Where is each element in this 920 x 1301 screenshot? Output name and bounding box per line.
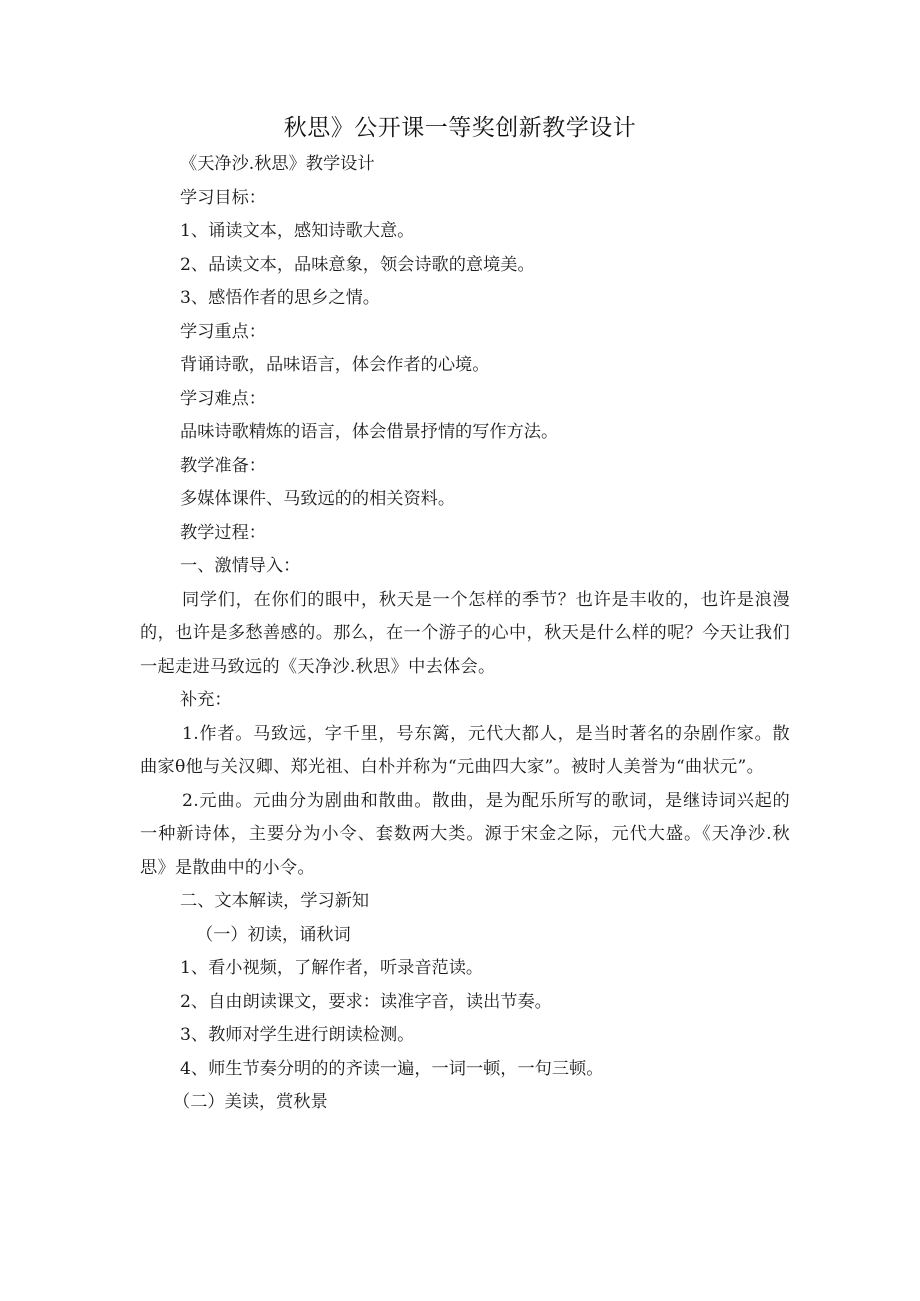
- intro-paragraph: 同学们，在你们的眼中，秋天是一个怎样的季节？也许是丰收的，也许是浪漫的，也许是多愁善感的。那么，在一个游子的心中，秋天是什么样的呢？今天让我们一起走进马致远的《天净沙.秋思》中去体会。: [140, 589, 790, 677]
- learning-goal-item: 3、感悟作者的思乡之情。: [180, 288, 380, 308]
- learning-goals-heading: 学习目标：: [180, 187, 266, 208]
- difficulties-heading: 学习难点：: [180, 388, 266, 409]
- preparation-text: 多媒体课件、马致远的的相关资料。: [180, 489, 456, 509]
- lesson-subtitle: 《天净沙.秋思》教学设计: [180, 154, 375, 174]
- supplement-heading: 补充：: [180, 690, 232, 710]
- learning-goal-item: 2、品读文本，品味意象，领会诗歌的意境美。: [180, 254, 535, 275]
- document-title: 秋思》公开课一等奖创新教学设计: [283, 115, 637, 141]
- subsection-heading: （一）初读，诵秋词: [196, 924, 351, 945]
- key-points-heading: 学习重点：: [180, 321, 266, 342]
- preparation-heading: 教学准备：: [180, 455, 266, 476]
- subsection-heading: （二）美读，赏秋景: [173, 1092, 328, 1112]
- step-item: 2、自由朗读课文，要求：读准字音，读出节奏。: [180, 991, 552, 1012]
- learning-goal-item: 1、诵读文本，感知诗歌大意。: [180, 221, 415, 241]
- step-item: 3、教师对学生进行朗读检测。: [180, 1025, 415, 1045]
- difficulties-text: 品味诗歌精炼的语言，体会借景抒情的写作方法。: [180, 422, 559, 442]
- process-heading: 教学过程：: [180, 522, 266, 543]
- key-points-text: 背诵诗歌，品味语言，体会作者的心境。: [180, 355, 490, 375]
- section-heading: 二、文本解读，学习新知: [180, 891, 370, 911]
- step-item: 1、看小视频，了解作者，听录音范读。: [180, 958, 484, 978]
- supplement-author-paragraph: 1.作者。马致远，字千里，号东篱，元代大都人，是当时著名的杂剧作家。散曲家θ他与关汉卿、郑光祖、白朴并称为“元曲四大家”。被时人美誉为“曲状元”。: [140, 723, 790, 777]
- step-item: 4、师生节奏分明的的齐读一遍，一词一顿，一句三顿。: [180, 1058, 604, 1079]
- document-body: [140, 148, 790, 1120]
- supplement-yuanqu-paragraph: 2.元曲。元曲分为剧曲和散曲。散曲，是为配乐所写的歌词，是继诗词兴起的一种新诗体，主要分为小令、套数两大类。源于宋金之际，元代大盛。《天净沙.秋思》是散曲中的小令。: [140, 790, 790, 878]
- section-heading: 一、激情导入：: [180, 556, 301, 576]
